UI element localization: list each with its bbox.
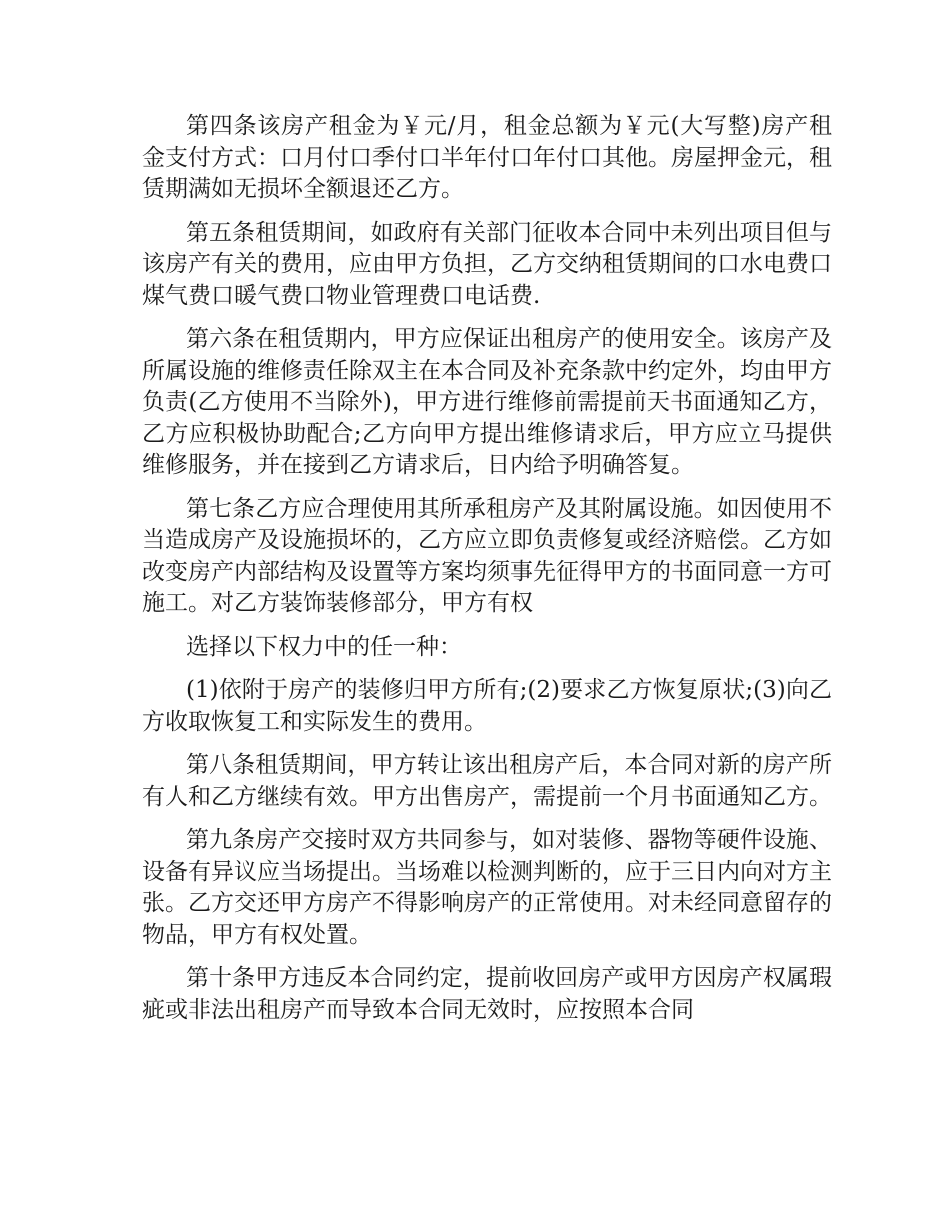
clause-7-options-intro: 选择以下权力中的任一种： [186,633,462,660]
clause-5-paragraph: 第五条租赁期间，如政府有关部门征收本合同中未列出项目但与该房产有关的费用，应由甲方负担，乙方交纳租赁期间的口水电费口煤气费口暖气费口物业管理费口电话费. [142,219,832,309]
clause-4-paragraph: 第四条该房产租金为￥元/月，租金总额为￥元(大写整)房产租金支付方式：口月付口季付口半年付口年付口其他。房屋押金元，租赁期满如无损坏全额退还乙方。 [142,113,832,202]
clause-10-paragraph: 第十条甲方违反本合同约定，提前收回房产或甲方因房产权属瑕疵或非法出租房产而导致本合同无效时，应按照本合同 [142,965,832,1023]
clause-8-paragraph: 第八条租赁期间，甲方转让该出租房产后，本合同对新的房产所有人和乙方继续有效。甲方出售房产，需提前一个月书面通知乙方。 [142,752,832,810]
clause-9-paragraph: 第九条房产交接时双方共同参与，如对装修、器物等硬件设施、设备有异议应当场提出。当场难以检测判断的，应于三日内向对方主张。乙方交还甲方房产不得影响房产的正常使用。对未经同意留存的物品，甲方有权处置。 [142,827,832,948]
clause-7-options-list: (1)依附于房产的装修归甲方所有;(2)要求乙方恢复原状;(3)向乙方收取恢复工和实际发生的费用。 [142,677,832,735]
document-body [142,111,832,1038]
clause-6-paragraph: 第六条在租赁期内，甲方应保证出租房产的使用安全。该房产及所属设施的维修责任除双主在本合同及补充条款中约定外，均由甲方负责(乙方使用不当除外)，甲方进行维修前需提前天书面通知乙方，乙方应积极协助配合;乙方向甲方提出维修请求后，甲方应立马提供维修服务，并在接到乙方请求后，日内给予明确答复。 [142,326,832,478]
clause-7-paragraph: 第七条乙方应合理使用其所承租房产及其附属设施。如因使用不当造成房产及设施损坏的，乙方应立即负责修复或经济赔偿。乙方如改变房产内部结构及设置等方案均须事先征得甲方的书面同意一方可施工。对乙方装饰装修部分，甲方有权 [142,495,832,616]
